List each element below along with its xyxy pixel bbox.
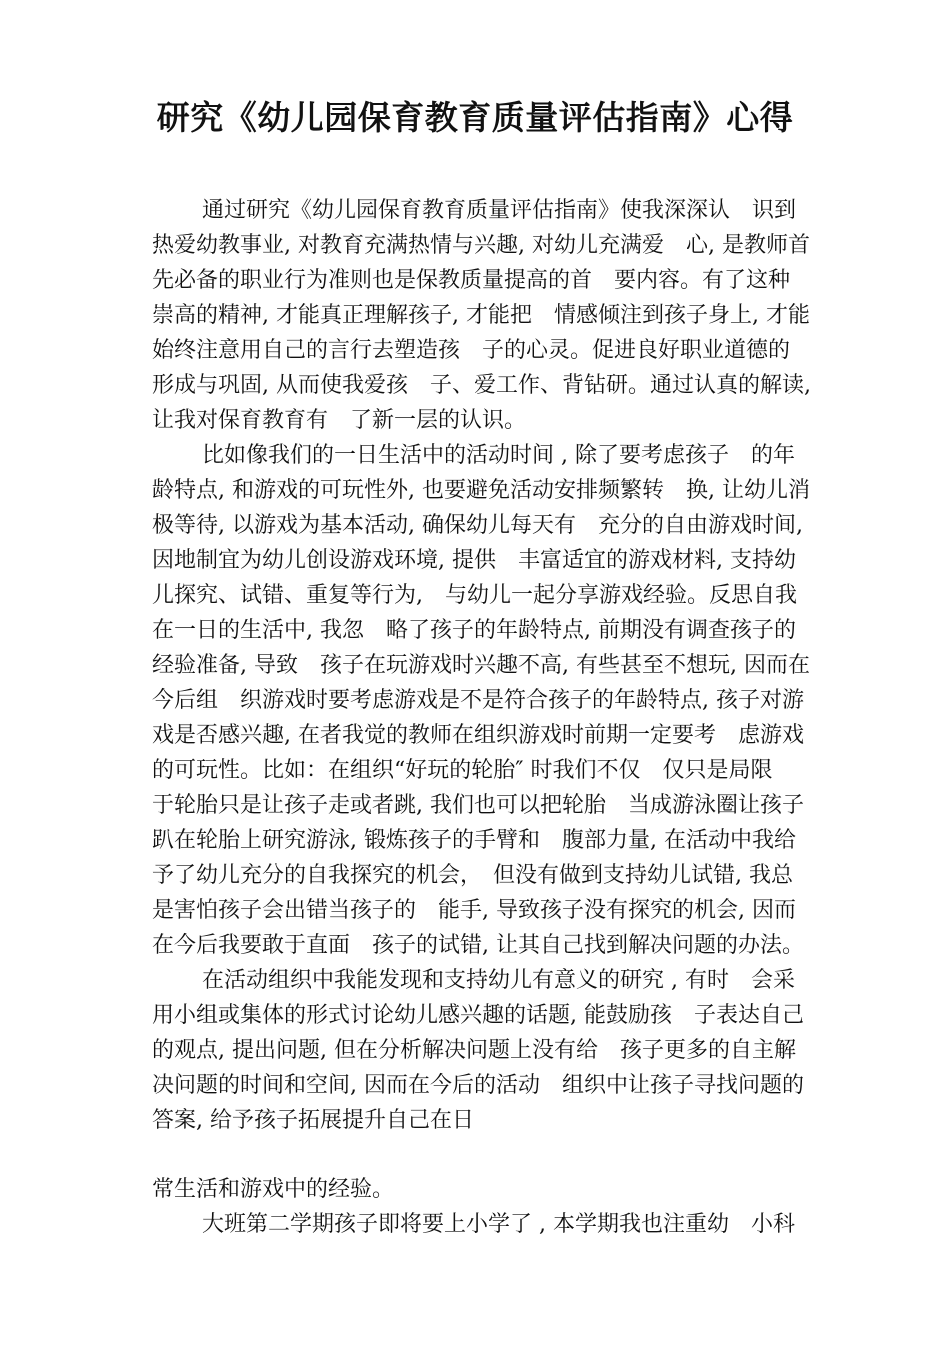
text-line: 答案, 给予孩子拓展提升自己在日 bbox=[152, 1108, 474, 1133]
text-line: 崇高的精神, 才能真正理解孩子, 才能把 情感倾注到孩子身上, 才能 bbox=[152, 303, 810, 328]
text-line: 于轮胎只是让孩子走或者跳, 我们也可以把轮胎 当成游泳圈让孩子 bbox=[152, 793, 804, 818]
text-line: 先必备的职业行为准则也是保教质量提高的首 要内容。有了这种 bbox=[152, 268, 791, 293]
text-line: 用小组或集体的形式讨论幼儿感兴趣的话题, 能鼓励孩 子表达自己 bbox=[152, 1003, 804, 1028]
text-line: 比如像我们的一日生活中的活动时间 , 除了要考虑孩子 的年 bbox=[202, 443, 795, 468]
text-line: 在今后我要敢于直面 孩子的试错, 让其自己找到解决问题的办法。 bbox=[152, 933, 804, 958]
text-line: 戏是否感兴趣, 在者我觉的教师在组织游戏时前期一定要考 虑游戏 bbox=[152, 723, 804, 748]
text-line: 经验准备, 导致 孩子在玩游戏时兴趣不高, 有些甚至不想玩, 因而在 bbox=[152, 653, 810, 678]
text-line: 常生活和游戏中的经验。 bbox=[152, 1177, 395, 1202]
text-line: 通过研究《幼儿园保育教育质量评估指南》使我深深认 识到 bbox=[202, 198, 797, 223]
text-line: 形成与巩固, 从而使我爱孩 子、爱工作、背钻研。通过认真的解读, bbox=[152, 373, 811, 398]
text-line: 热爱幼教事业, 对教育充满热情与兴趣, 对幼儿充满爱 心, 是教师首 bbox=[152, 233, 810, 258]
text-line: 极等待, 以游戏为基本活动, 确保幼儿每天有 充分的自由游戏时间, bbox=[152, 513, 803, 538]
text-line: 龄特点, 和游戏的可玩性外, 也要避免活动安排频繁转 换, 让幼儿消 bbox=[152, 478, 810, 503]
text-line: 决问题的时间和空间, 因而在今后的活动 组织中让孩子寻找问题的 bbox=[152, 1073, 804, 1098]
text-line: 是害怕孩子会出错当孩子的 能手, 导致孩子没有探究的机会, 因而 bbox=[152, 898, 796, 923]
text-line: 予了幼儿充分的自我探究的机会， 但没有做到支持幼儿试错, 我总 bbox=[152, 863, 793, 888]
text-line: 今后组 织游戏时要考虑游戏是不是符合孩子的年龄特点, 孩子对游 bbox=[152, 688, 804, 713]
text-line: 趴在轮胎上研究游泳, 锻炼孩子的手臂和 腹部力量, 在活动中我给 bbox=[152, 828, 796, 853]
text-line: 大班第二学期孩子即将要上小学了 , 本学期我也注重幼 小科 bbox=[202, 1212, 795, 1237]
text-line: 始终注意用自己的言行去塑造孩 子的心灵。促进良好职业道德的 bbox=[152, 338, 791, 363]
paragraph-gap bbox=[152, 1138, 852, 1172]
document-body bbox=[152, 193, 852, 1242]
text-line: 的可玩性。比如：在组织“好玩的轮胎″ 时我们不仅 仅只是局限 bbox=[152, 758, 773, 783]
text-line: 儿探究、试错、重复等行为, 与幼儿一起分享游戏经验。反思自我 bbox=[152, 583, 797, 608]
document-title: 研究《幼儿园保育教育质量评估指南》心得 bbox=[156, 98, 794, 137]
text-line: 让我对保育教育有 了新一层的认识。 bbox=[152, 408, 527, 433]
text-line: 在活动组织中我能发现和支持幼儿有意义的研究 , 有时 会采 bbox=[202, 968, 795, 993]
text-line: 的观点, 提出问题, 但在分析解决问题上没有给 孩子更多的自主解 bbox=[152, 1038, 796, 1063]
text-line: 在一日的生活中, 我忽 略了孩子的年龄特点, 前期没有调查孩子的 bbox=[152, 618, 796, 643]
text-line: 因地制宜为幼儿创设游戏环境, 提供 丰富适宜的游戏材料, 支持幼 bbox=[152, 548, 796, 573]
